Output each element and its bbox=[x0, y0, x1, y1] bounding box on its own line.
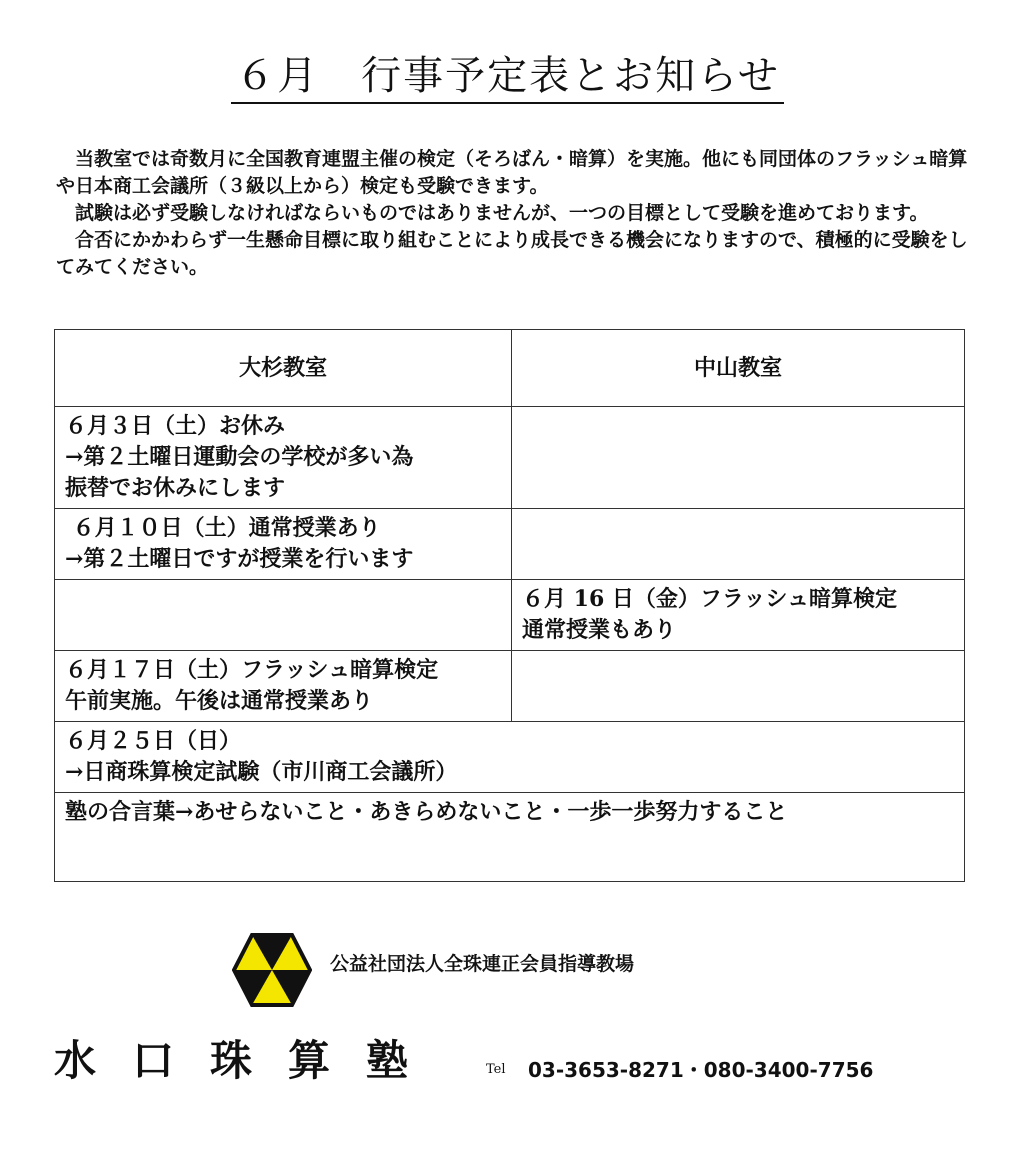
cell-right bbox=[512, 509, 965, 580]
table-row bbox=[55, 407, 965, 509]
cell-line: →第２土曜日運動会の学校が多い為 bbox=[65, 444, 414, 470]
schedule-table bbox=[54, 329, 965, 882]
intro-text bbox=[56, 146, 968, 281]
intro-paragraph-2: 試験は必ず受験しなければならいものではありませんが、一つの目標として受験を進めております。 bbox=[75, 202, 929, 224]
cell-right bbox=[512, 651, 965, 722]
cell-line: ６月１０日（土）通常授業あり bbox=[65, 515, 381, 541]
intro-paragraph-1: 当教室では奇数月に全国教育連盟主催の検定（そろばん・暗算）を実施。他にも同団体のフラッシュ暗算や日本商工会議所（３級以上から）検定も受験できます。 bbox=[56, 148, 968, 197]
cell-line: ６月２５日（日） bbox=[65, 728, 242, 754]
cell-line: ６月３日（土）お休み bbox=[65, 413, 286, 439]
cell-span bbox=[55, 722, 965, 793]
tel-label: Tel bbox=[486, 1062, 506, 1077]
abacus-hexagon-logo-icon bbox=[232, 933, 312, 1011]
cell-line: →日商珠算検定試験（市川商工会議所） bbox=[65, 759, 458, 785]
cell-right bbox=[512, 407, 965, 509]
certification-text: 公益社団法人全珠連正会員指導教場 bbox=[330, 953, 635, 975]
motto-cell: 塾の合言葉→あせらないこと・あきらめないこと・一歩一歩努力すること bbox=[55, 793, 965, 882]
cell-line: →第２土曜日ですが授業を行います bbox=[65, 546, 414, 572]
page-title: ６月 行事予定表とお知らせ bbox=[0, 52, 1015, 104]
cell-left bbox=[55, 509, 512, 580]
cell-line: 通常授業もあり bbox=[522, 617, 677, 643]
cell-line: ６月 16 日（金）フラッシュ暗算検定 bbox=[522, 586, 898, 612]
table-row bbox=[55, 651, 965, 722]
header-nakayama: 中山教室 bbox=[512, 330, 965, 407]
header-oosugi: 大杉教室 bbox=[55, 330, 512, 407]
intro-paragraph-3: 合否にかかわらず一生懸命目標に取り組むことにより成長できる機会になりますので、積極的に受験をしてみてください。 bbox=[56, 229, 968, 278]
cell-left bbox=[55, 651, 512, 722]
tel-number: 03-3653-8271・080-3400-7756 bbox=[528, 1058, 874, 1082]
cell-line: 振替でお休みにします bbox=[65, 475, 286, 501]
cell-right bbox=[512, 580, 965, 651]
table-row bbox=[55, 793, 965, 882]
cell-left bbox=[55, 407, 512, 509]
cell-line: 午前実施。午後は通常授業あり bbox=[65, 688, 374, 714]
cell-line: ６月１７日（土）フラッシュ暗算検定 bbox=[65, 657, 439, 683]
table-row bbox=[55, 580, 965, 651]
cell-left bbox=[55, 580, 512, 651]
table-row bbox=[55, 509, 965, 580]
school-name: 水口珠算塾 bbox=[54, 1036, 445, 1085]
table-row bbox=[55, 722, 965, 793]
